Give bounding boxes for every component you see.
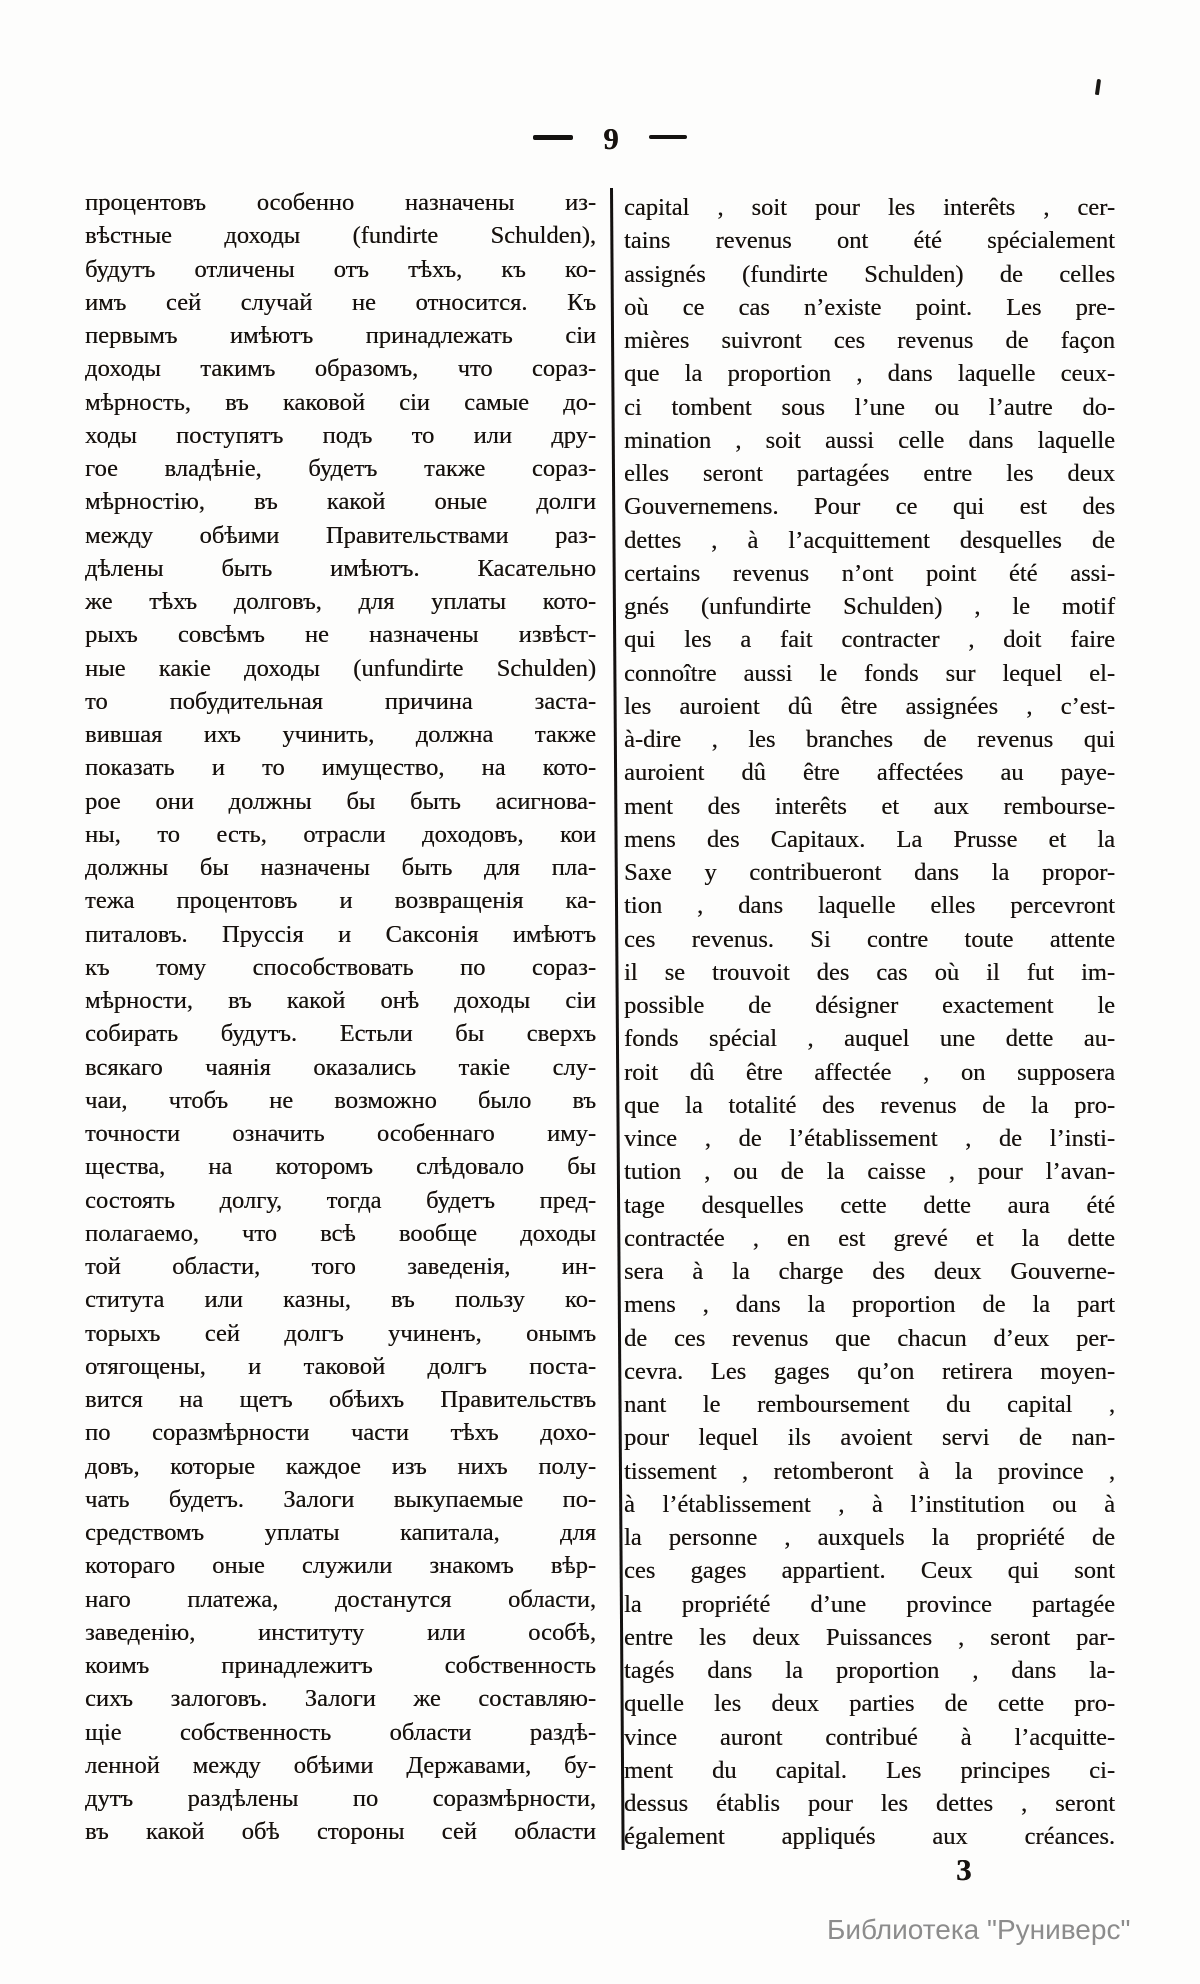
text-line: les auroient dû être assignées , c’est- (624, 692, 1115, 720)
text-line: dessus établis pour les dettes , seront (624, 1790, 1115, 1817)
text-line: pour lequel ils avoient servi de nan- (624, 1424, 1115, 1452)
text-line: sera à la charge des deux Gouverne- (624, 1258, 1115, 1285)
text-line: чаи, чтобъ не возможно было въ (85, 1086, 596, 1114)
russian-text-column (85, 186, 596, 1849)
text-line: въ какой обѣ стороны сей области (85, 1818, 596, 1846)
text-line: contractée , en est grevé et la dette (624, 1224, 1115, 1252)
text-line: fonds spécial , auquel une dette au- (624, 1025, 1115, 1053)
text-line: également appliqués aux créances. (624, 1823, 1115, 1851)
text-line: Saxe y contribueront dans la propor- (624, 859, 1115, 886)
page-number: 9 (603, 120, 619, 156)
text-line: nant le remboursement du capital , (624, 1391, 1115, 1418)
page-header (533, 118, 687, 156)
text-line: ные какіе доходы (unfundirte Schulden) (85, 654, 596, 682)
text-line: mination , soit aussi celle dans laquelle (624, 426, 1115, 454)
text-line: вившая ихъ учинить, должна также (85, 721, 596, 748)
text-line: à-dire , les branches de revenus qui (624, 726, 1115, 753)
text-line: mières suivront ces revenus de façon (624, 327, 1115, 354)
text-line: вѣстные доходы (fundirte Schulden), (85, 222, 596, 250)
header-dash-left (533, 135, 573, 140)
text-line: tains revenus ont été spécialement (624, 227, 1115, 255)
text-line: tution , ou de la caisse , pour l’avan- (624, 1158, 1115, 1186)
text-line: ходы поступятъ подъ то или дру- (85, 421, 596, 449)
text-line: точности означить особеннаго иму- (85, 1120, 596, 1147)
text-line: mens des Capitaux. La Prusse et la (624, 825, 1115, 853)
column-divider-rule (610, 188, 625, 1850)
text-line: à l’établissement , à l’institution ou à (624, 1490, 1115, 1518)
text-line: il se trouvoit des cas où il fut im- (624, 958, 1115, 986)
text-line: tion , dans laquelle elles percevront (624, 892, 1115, 920)
text-line: ment du capital. Les principes ci- (624, 1756, 1115, 1784)
text-line: котораго оные служили знакомъ вѣр- (85, 1552, 596, 1580)
text-line: tagés dans la proportion , dans la- (624, 1657, 1115, 1684)
text-line: дутъ раздѣлены по соразмѣрности, (85, 1785, 596, 1812)
text-line: тежа процентовъ и возвращенія ка- (85, 887, 596, 915)
text-line: коимъ принадлежитъ собственность (85, 1652, 596, 1679)
text-line: assignés (fundirte Schulden) de celles (624, 260, 1115, 288)
text-line: доходы такимъ образомъ, что сораз- (85, 355, 596, 383)
text-line: auroient dû être affectées au paye- (624, 759, 1115, 787)
text-line: ces revenus. Si contre toute attente (624, 925, 1115, 953)
text-line: чать будетъ. Залоги выкупаемые по- (85, 1485, 596, 1513)
text-line: той области, того заведенія, ин- (85, 1253, 596, 1280)
text-line: щества, на которомъ слѣдовало бы (85, 1153, 596, 1181)
text-line: roit dû être affectée , on supposera (624, 1058, 1115, 1086)
text-line: показать и то имущество, на кото- (85, 754, 596, 782)
stray-ink-mark (1095, 79, 1101, 95)
text-line: vince , de l’établissement , de l’insti- (624, 1125, 1115, 1152)
text-line: mens , dans la proportion de la part (624, 1291, 1115, 1319)
text-line: будутъ отличены отъ тѣхъ, къ ко- (85, 255, 596, 283)
text-line: всякаго чаянія оказались такіе слу- (85, 1053, 596, 1081)
text-line: ces gages appartient. Ceux qui sont (624, 1557, 1115, 1585)
text-line: la propriété d’une province partagée (624, 1590, 1115, 1618)
text-line: собирать будутъ. Естьли бы сверхъ (85, 1020, 596, 1048)
text-line: vince auront contribué à l’acquitte- (624, 1723, 1115, 1751)
text-line: capital , soit pour les interêts , cer- (624, 194, 1115, 221)
text-line: между обѣими Правительствами раз- (85, 521, 596, 549)
signature-mark: 3 (956, 1852, 972, 1887)
text-line: сихъ залоговъ. Залоги же составляю- (85, 1685, 596, 1713)
text-line: то побудительная причина заста- (85, 687, 596, 715)
text-line: довъ, которые каждое изъ нихъ полу- (85, 1452, 596, 1480)
text-line: possible de désigner exactement le (624, 992, 1115, 1019)
text-line: ci tombent sous l’une ou l’autre do- (624, 393, 1115, 421)
text-line: que la proportion , dans laquelle ceux- (624, 360, 1115, 388)
text-line: dettes , à l’acquittement desquelles de (624, 526, 1115, 554)
text-line: по соразмѣрности части тѣхъ дохо- (85, 1419, 596, 1447)
text-line: ны, то есть, отрасли доходовъ, кои (85, 820, 596, 848)
french-text-column (624, 191, 1115, 1854)
text-line: entre les deux Puissances , seront par- (624, 1623, 1115, 1651)
text-line: состоять долгу, тогда будетъ пред- (85, 1186, 596, 1214)
text-line: la personne , auxquels la propriété de (624, 1524, 1115, 1551)
text-line: gnés (unfundirte Schulden) , le motif (624, 593, 1115, 620)
text-line: рое они должны бы быть асигнова- (85, 787, 596, 815)
text-line: de ces revenus que chacun d’eux per- (624, 1324, 1115, 1352)
text-line: средствомъ уплаты капитала, для (85, 1519, 596, 1546)
text-line: рыхъ совсѣмъ не назначены извѣст- (85, 621, 596, 649)
text-line: elles seront partagées entre les deux (624, 460, 1115, 487)
text-line: щіе собственность области раздѣ- (85, 1718, 596, 1746)
text-line: connoître aussi le fonds sur lequel el- (624, 659, 1115, 687)
text-line: tage desquelles cette dette aura été (624, 1191, 1115, 1219)
text-line: торыхъ сей долгъ учиненъ, онымъ (85, 1319, 596, 1347)
text-line: qui les a fait contracter , doit faire (624, 626, 1115, 654)
text-line: имъ сей случай не относится. Къ (85, 288, 596, 316)
text-line: дѣлены быть имѣютъ. Касательно (85, 554, 596, 582)
header-dash-right (649, 135, 687, 139)
text-line: ment des interêts et aux rembourse- (624, 792, 1115, 820)
text-line: où ce cas n’existe point. Les pre- (624, 293, 1115, 321)
text-line: заведенію, институту или особѣ, (85, 1618, 596, 1646)
text-line: питаловъ. Пруссія и Саксонія имѣютъ (85, 920, 596, 948)
library-watermark: Библиотека "Руниверс" (827, 1914, 1131, 1945)
text-line: мѣрности, въ какой онѣ доходы сіи (85, 987, 596, 1014)
text-line: certains revenus n’ont point été assi- (624, 559, 1115, 587)
text-line: къ тому способствовать по сораз- (85, 953, 596, 981)
text-line: наго платежа, достанутся области, (85, 1585, 596, 1613)
text-line: мѣрность, въ каковой сіи самые до- (85, 388, 596, 416)
text-line: процентовъ особенно назначены из- (85, 189, 596, 216)
text-line: quelle les deux parties de cette pro- (624, 1690, 1115, 1718)
text-line: cevra. Les gages qu’on retirera moyen- (624, 1357, 1115, 1385)
text-line: мѣрностію, въ какой оные долги (85, 488, 596, 516)
text-line: Gouvernemens. Pour ce qui est des (624, 493, 1115, 521)
text-line: первымъ имѣютъ принадлежать сіи (85, 322, 596, 349)
text-line: гое владѣніе, будетъ также сораз- (85, 455, 596, 482)
text-line: que la totalité des revenus de la pro- (624, 1091, 1115, 1119)
text-line: отягощены, и таковой долгъ поста- (85, 1352, 596, 1380)
text-line: tissement , retomberont à la province , (624, 1457, 1115, 1485)
text-line: ститута или казны, въ пользу ко- (85, 1286, 596, 1314)
text-line: должны бы назначены быть для пла- (85, 854, 596, 881)
text-line: полагаемо, что всѣ вообще доходы (85, 1219, 596, 1247)
text-line: ленной между обѣими Державами, бу- (85, 1751, 596, 1779)
text-line: же тѣхъ долговъ, для уплаты кото- (85, 588, 596, 615)
text-line: вится на щетъ обѣихъ Правительствъ (85, 1386, 596, 1413)
